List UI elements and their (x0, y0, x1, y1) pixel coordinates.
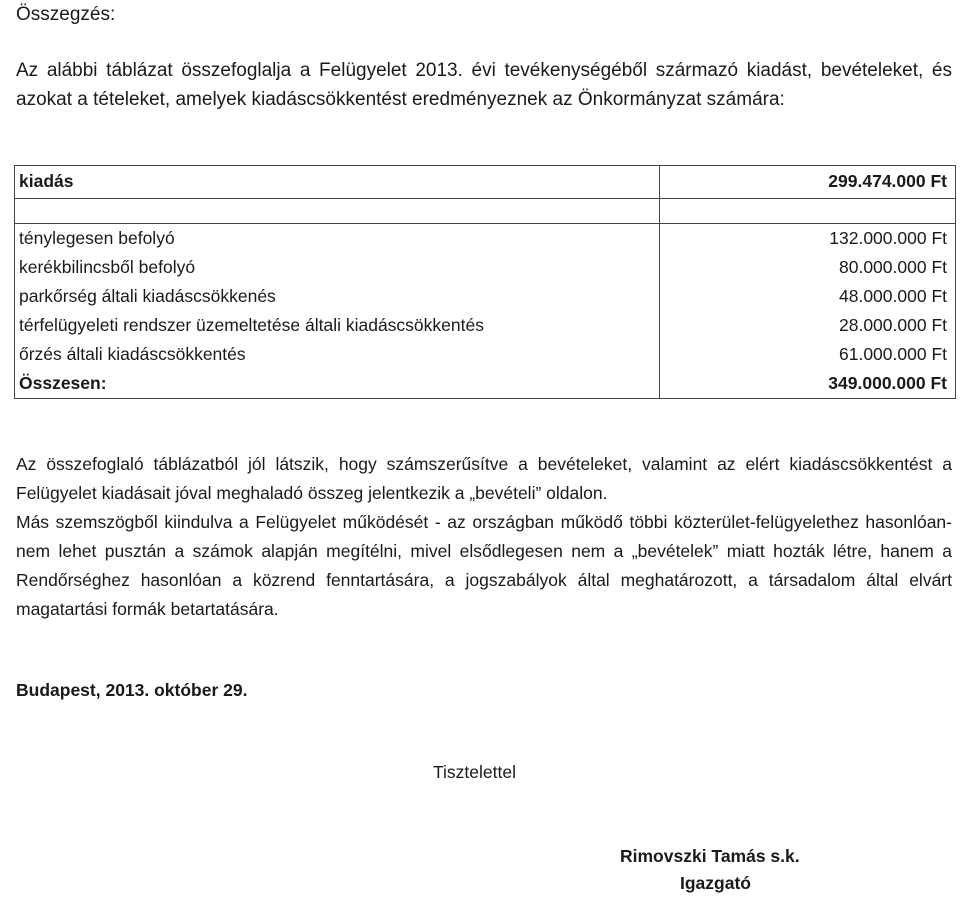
conclusion-paragraph-1: Az összefoglaló táblázatból jól látszik, hogy számszerűsítve a bevételeket, valamint az elért kiadáscsökkentést a Felügyelet kiadásait jóval meghaladó összeg jelentkezik a „bevételi” oldalon. (16, 454, 952, 503)
place-date: Budapest, 2013. október 29. (16, 680, 248, 700)
conclusion-paragraph-2: Más szemszögből kiindulva a Felügyelet működését - az országban működő többi közterület-felügyelethez hasonlóan- nem lehet pusztán a számok alapján megítélni, mivel elsődlegesen nem a „bevételek” miatt hozták létre, hanem a Rendőrséghez hasonlóan a közrend fenntartására, a jogszabályok által meghatározott, a társadalom által elvárt magatartási formák betartatására. (16, 512, 952, 619)
items-label-cell (15, 224, 660, 399)
item-value: 48.000.000 Ft (839, 286, 947, 306)
items-value-cell (660, 224, 956, 399)
intro-paragraph: Az alábbi táblázat összefoglalja a Felügyelet 2013. évi tevékenységéből származó kiadást, bevételeket, és azokat a tételeket, amelyek kiadáscsökkentést eredményeznek az Önkormányzat számára: (16, 60, 952, 110)
item-value: 80.000.000 Ft (839, 257, 947, 277)
item-value: 132.000.000 Ft (829, 228, 947, 248)
item-label: parkőrség általi kiadáscsökkenés (19, 286, 276, 306)
item-value: 61.000.000 Ft (839, 344, 947, 364)
conclusion-text (16, 450, 952, 624)
item-label: kerékbilincsből befolyó (19, 257, 196, 277)
expense-label: kiadás (15, 166, 660, 199)
item-label: ténylegesen befolyó (19, 228, 175, 248)
items-row (15, 224, 956, 399)
signer-name: Rimovszki Tamás s.k. (620, 846, 800, 866)
total-value: 349.000.000 Ft (828, 373, 947, 393)
summary-heading: Összegzés: (16, 4, 116, 25)
spacer-cell-left (15, 199, 660, 224)
item-value: 28.000.000 Ft (839, 315, 947, 335)
closing-regards: Tisztelettel (433, 762, 516, 782)
item-label: térfelügyeleti rendszer üzemeltetése általi kiadáscsökkentés (19, 315, 484, 335)
spacer-cell-right (660, 199, 956, 224)
summary-table (14, 165, 956, 399)
expense-value: 299.474.000 Ft (660, 166, 956, 199)
item-label: őrzés általi kiadáscsökkentés (19, 344, 246, 364)
signer-title: Igazgató (680, 873, 751, 893)
spacer-row (15, 199, 956, 224)
expense-row (15, 166, 956, 199)
total-label: Összesen: (19, 373, 107, 393)
